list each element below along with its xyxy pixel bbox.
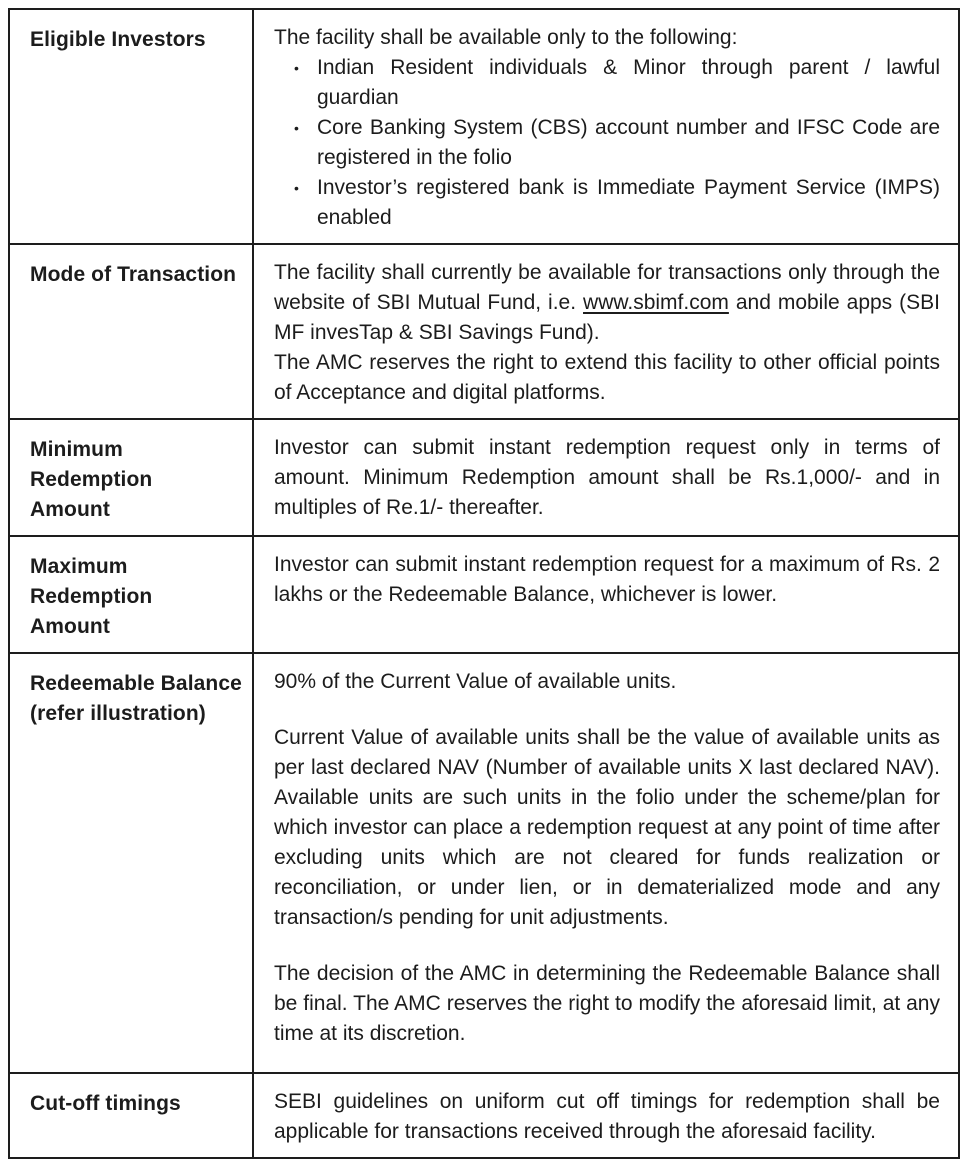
row-label-cell: [9, 536, 253, 653]
row-content-cell: [253, 536, 959, 653]
facility-terms-table: [8, 8, 960, 1159]
sbimf-website-url: www.sbimf.com: [583, 291, 729, 314]
row-label: Mode of Transaction: [30, 263, 237, 286]
row-content-cell: [253, 419, 959, 536]
table-row-redeemable-balance: [9, 653, 959, 1073]
content-paragraph: Current Value of available units shall be the value of available units as per last declared NAV (Number of available units X last declared NAV). Available units are such units in the folio under the scheme/plan for which investor can place a redemption request at any point of time after excluding units which are not cleared for funds realization or reconciliation, or under lien, or in dematerialized mode and any transaction/s pending for unit adjustments.: [274, 726, 940, 929]
list-item: [294, 113, 940, 173]
list-item: [294, 173, 940, 233]
row-label: Maximum: [30, 555, 128, 578]
row-label-cell: [9, 244, 253, 419]
paragraph-text: and mobile apps (SBI MF invesTap & SBI Savings Fund).: [274, 291, 940, 344]
row-label-cell: [9, 419, 253, 536]
bullet-icon: •: [294, 120, 299, 136]
row-label: Cut-off timings: [30, 1092, 181, 1115]
row-label: Redeemable Balance: [30, 672, 242, 695]
bullet-text: Core Banking System (CBS) account number and IFSC Code are registered in the folio: [317, 116, 940, 169]
content-paragraph: The decision of the AMC in determining the Redeemable Balance shall be final. The AMC reserves the right to modify the aforesaid limit, at any time at its discretion.: [274, 962, 940, 1045]
bullet-text: Investor’s registered bank is Immediate Payment Service (IMPS) enabled: [317, 176, 940, 229]
row-label-cell: [9, 9, 253, 244]
row-label: Amount: [30, 615, 110, 638]
row-content-cell: [253, 9, 959, 244]
row-label: Minimum: [30, 438, 123, 461]
bullet-list: [274, 53, 940, 233]
row-content-cell: [253, 1073, 959, 1158]
row-label-cell: [9, 653, 253, 1073]
content-paragraph: Investor can submit instant redemption request for a maximum of Rs. 2 lakhs or the Redeemable Balance, whichever is lower.: [274, 553, 940, 606]
content-paragraph: SEBI guidelines on uniform cut off timings for redemption shall be applicable for transactions received through the aforesaid facility.: [274, 1090, 940, 1143]
bullet-icon: •: [294, 60, 299, 76]
content-paragraph: 90% of the Current Value of available units.: [274, 670, 677, 693]
row-label: Eligible Investors: [30, 28, 206, 51]
row-content-cell: [253, 244, 959, 419]
table-row-eligible-investors: [9, 9, 959, 244]
bullet-icon: •: [294, 180, 299, 196]
content-paragraph: Investor can submit instant redemption request only in terms of amount. Minimum Redemption amount shall be Rs.1,000/- and in multiples of Re.1/- thereafter.: [274, 436, 940, 519]
row-label: (refer illustration): [30, 702, 206, 725]
content-paragraph: The AMC reserves the right to extend this facility to other official points of Acceptance and digital platforms.: [274, 351, 940, 404]
row-label-cell: [9, 1073, 253, 1158]
content-paragraph: [274, 258, 940, 348]
table-row-maximum-redemption-amount: [9, 536, 959, 653]
row-content-cell: [253, 653, 959, 1073]
bullet-text: Indian Resident individuals & Minor through parent / lawful guardian: [317, 56, 940, 109]
row-label: Redemption: [30, 468, 153, 491]
row-label: Redemption: [30, 585, 153, 608]
table-row-mode-of-transaction: [9, 244, 959, 419]
paragraph-text: The facility shall currently be available for transactions only through the website of SBI Mutual Fund, i.e.: [274, 261, 940, 314]
table-row-minimum-redemption-amount: [9, 419, 959, 536]
table-row-cut-off-timings: [9, 1073, 959, 1158]
row-label: Amount: [30, 498, 110, 521]
list-item: [294, 53, 940, 113]
content-paragraph: The facility shall be available only to the following:: [274, 26, 738, 49]
